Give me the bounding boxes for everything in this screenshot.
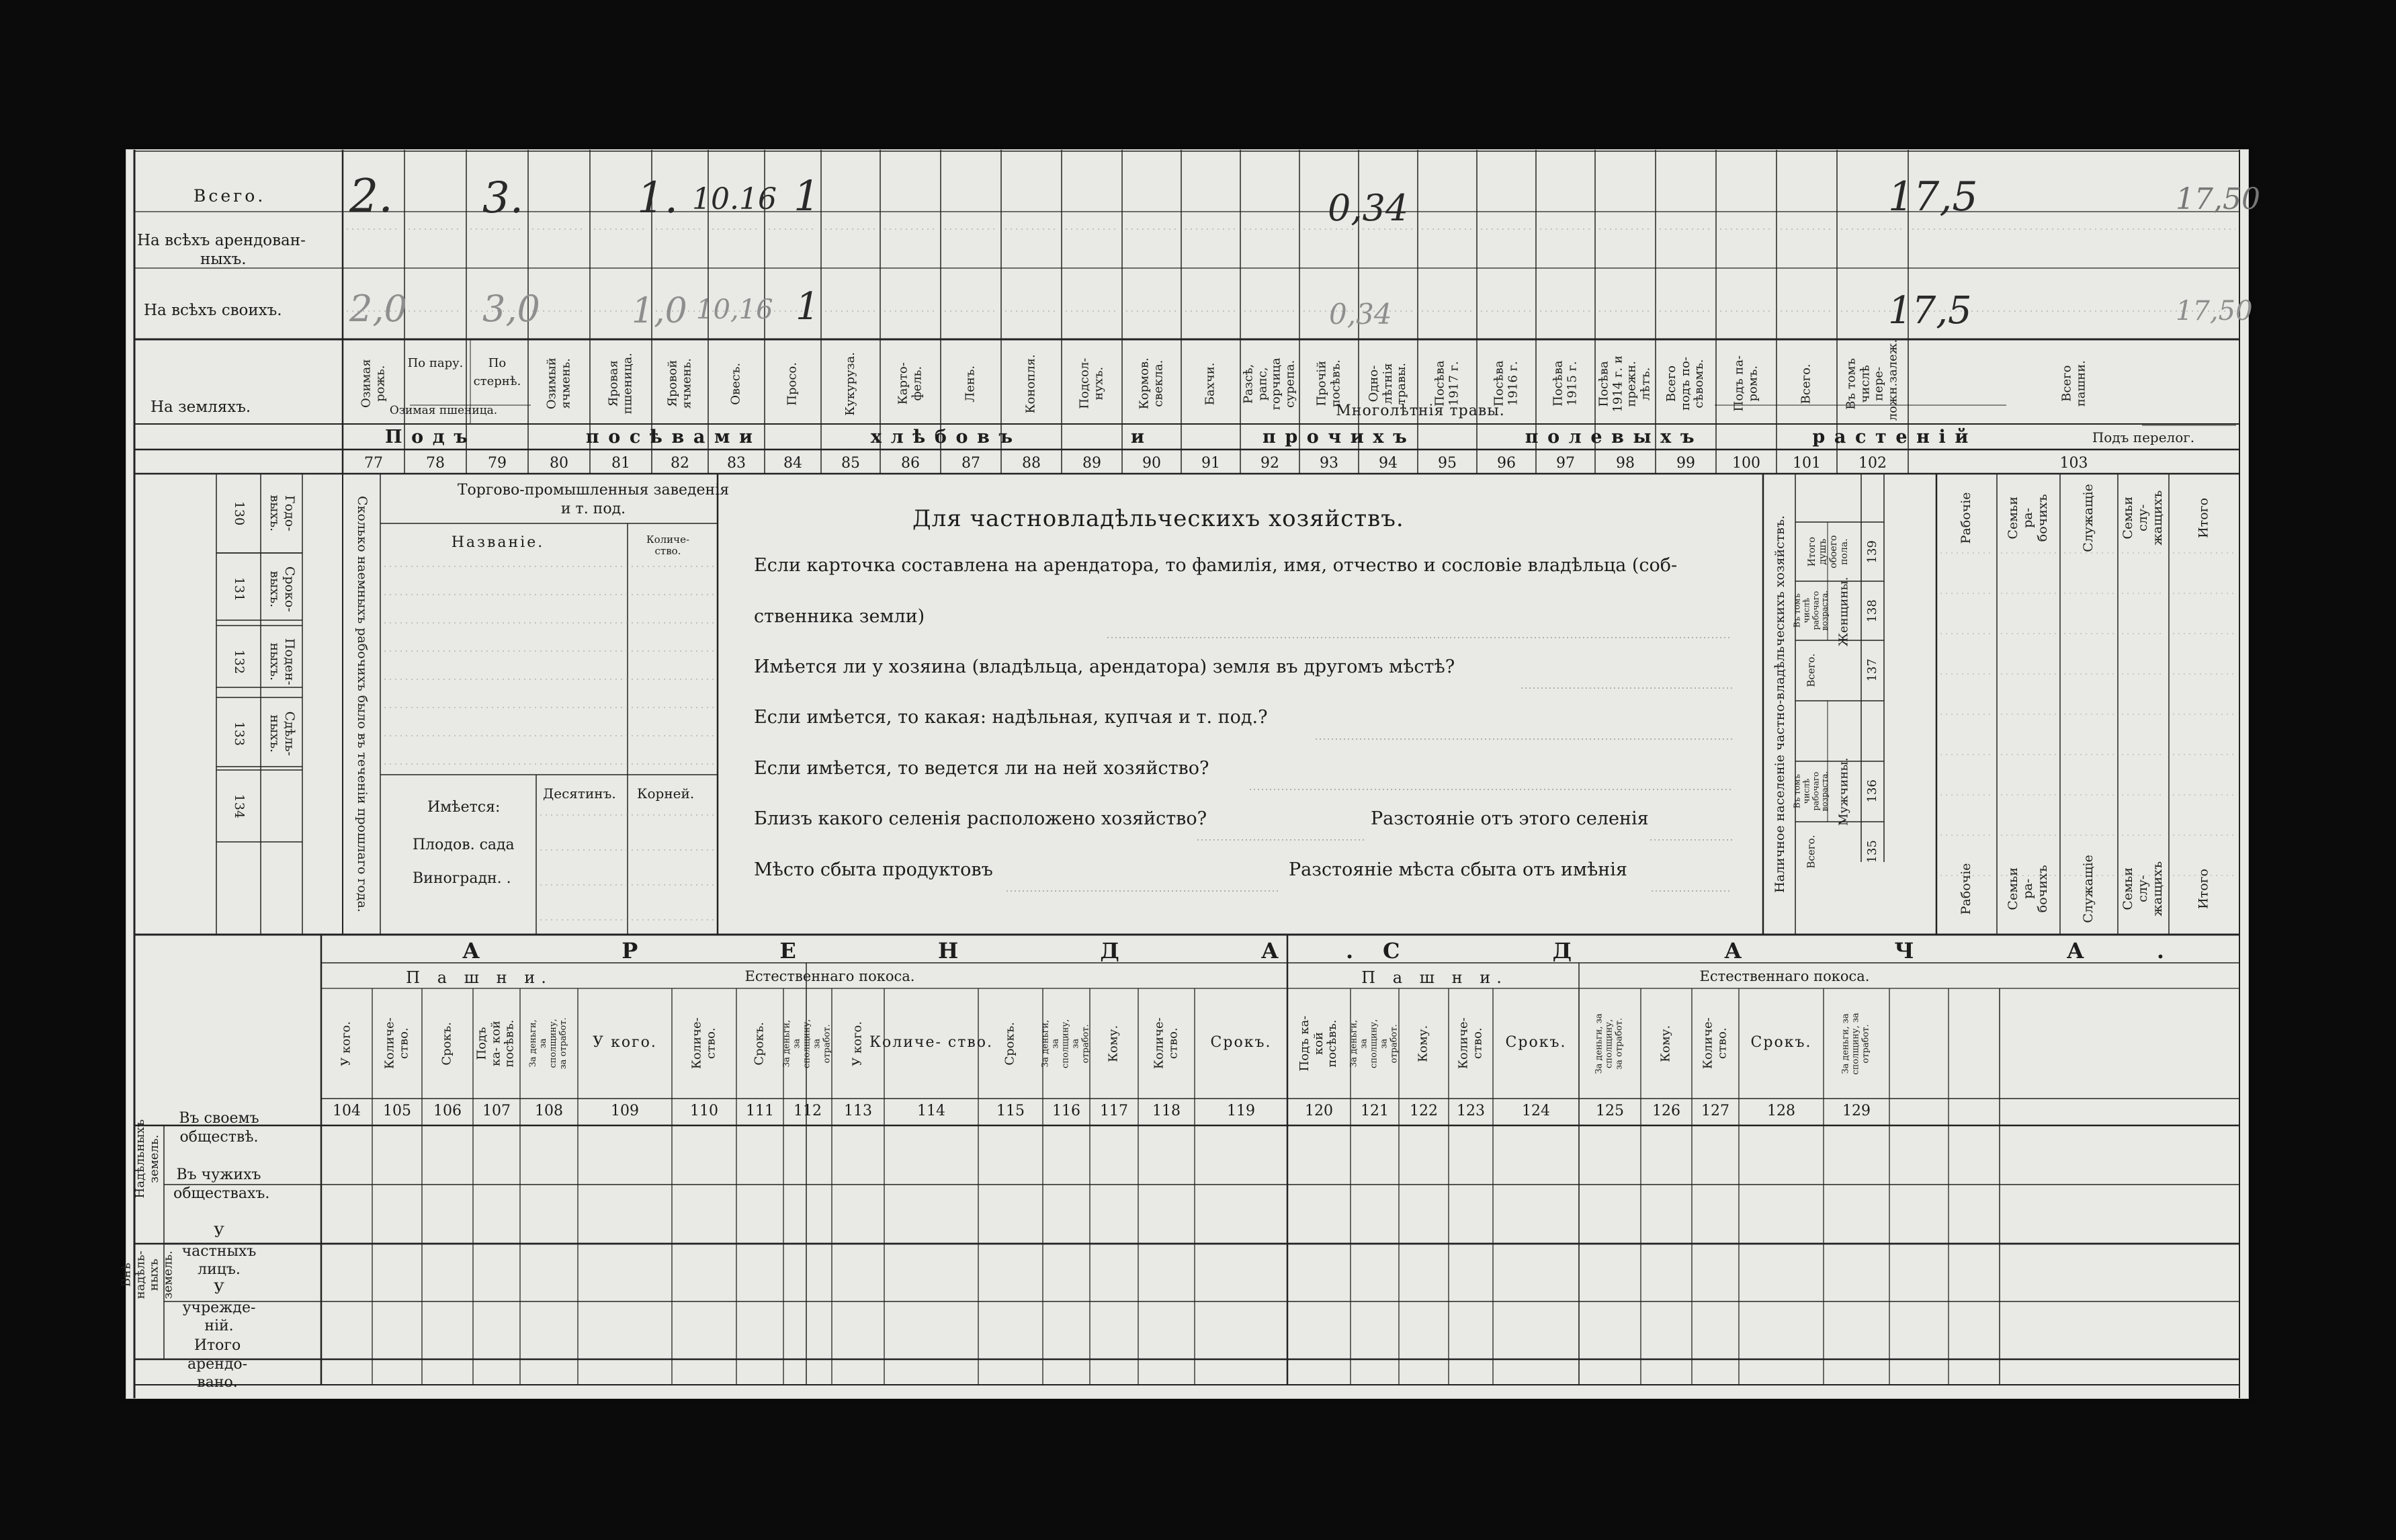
lease-col-label-114: Количе- ство.	[869, 1034, 994, 1051]
hired-num-130: 130	[231, 501, 247, 526]
lease-col-num-123: 123	[1457, 1103, 1485, 1119]
summary-bottom-0: Рабочiе	[1959, 863, 1974, 915]
row-uchrezhdeniy: У учрежде- нiй.	[182, 1281, 256, 1334]
hired-label-130: Годо- выхъ.	[267, 495, 297, 532]
pop-itogo: Итого душъ обоего пола.	[1806, 535, 1850, 568]
top-col-num-103: 103	[2059, 455, 2088, 472]
row-itogo: Итого арендо- вано.	[187, 1337, 248, 1391]
pop-num-138: 138	[1865, 599, 1879, 623]
sdacha-pashni: П а ш н и.	[1361, 968, 1508, 987]
lease-col-label-129: За деньги, за сполщину, за отработ.	[1840, 1012, 1871, 1075]
pop-muzh: Мужчины.	[1836, 757, 1851, 826]
lease-col-num-108: 108	[535, 1103, 563, 1119]
row-label-vsego: Всего.	[194, 186, 266, 206]
hw-svoikh-83: 1	[796, 285, 820, 329]
top-col-label-91: Бахчи.	[1203, 362, 1217, 405]
hired-num-133: 133	[231, 721, 247, 746]
pop-vtom-z: Въ томъ числѣ рабочаго возраста.	[1792, 591, 1830, 631]
top-col-num-90: 90	[1142, 455, 1161, 472]
imeetsya-label: Имѣется:	[427, 799, 501, 816]
summary-bottom-4: Итого	[2196, 869, 2211, 909]
question-6b: Разстоянiе мѣста сбыта отъ имѣнiя	[1289, 859, 1627, 880]
pop-num-136: 136	[1865, 779, 1879, 803]
lease-col-num-117: 117	[1100, 1103, 1128, 1119]
lease-col-label-110: Количе- ство.	[689, 1017, 718, 1070]
top-col-label-96: Посѣва 1916 г.	[1492, 360, 1520, 407]
lease-col-label-109: У кого.	[593, 1034, 657, 1051]
pop-num-137: 137	[1865, 658, 1879, 682]
top-col-num-78: 78	[426, 455, 445, 472]
top-col-num-100: 100	[1732, 455, 1760, 472]
summary-bottom-3: Семьи слу- жащихъ	[2121, 861, 2165, 916]
lease-col-label-123: Количе- ство.	[1456, 1017, 1484, 1070]
hw-vsego-99: 17,5	[1888, 173, 1978, 220]
sad-label: Плодов. сада	[413, 837, 515, 853]
top-col-label-80: Озимый ячмень.	[544, 357, 572, 410]
top-col-label-101: Всего.	[1799, 363, 1813, 404]
private-farms-title: Для частновладѣльческихъ хозяйствъ.	[912, 505, 1404, 532]
top-col-num-92: 92	[1260, 455, 1279, 472]
lease-col-num-125: 125	[1596, 1103, 1624, 1119]
question-5a: Близъ какого селенiя расположено хозяйство?	[754, 808, 1207, 829]
question-2: Имѣется ли у хозяина (владѣльца, арендатора) земля въ другомъ мѣстѣ?	[754, 656, 1455, 677]
lease-col-num-122: 122	[1410, 1103, 1438, 1119]
pop-vtom-m: Въ томъ числѣ рабочаго возраста.	[1792, 771, 1830, 812]
lease-col-label-105: Количе- ство.	[382, 1017, 411, 1070]
top-col-num-87: 87	[961, 455, 980, 472]
hired-label-132: Поден- ныхъ.	[267, 638, 297, 685]
top-col-num-93: 93	[1320, 455, 1338, 472]
lease-col-num-107: 107	[482, 1103, 511, 1119]
hired-label-131: Сроко- выхъ.	[267, 566, 297, 612]
hw-vsego-91: 0,34	[1328, 187, 1409, 229]
question-1a: Если карточка составлена на арендатора, то фамилiя, имя, отчество и сословiе владѣльца (соб-	[754, 555, 1678, 576]
pop-vsego-z: Всего.	[1805, 654, 1817, 687]
top-col-label-90: Кормов. свекла.	[1137, 357, 1165, 410]
hw-vsego-83: 1	[794, 171, 820, 220]
korney-label: Корней.	[637, 785, 695, 802]
top-col-num-94: 94	[1379, 455, 1398, 472]
lease-col-label-111: Срокъ.	[752, 1021, 767, 1066]
lease-col-num-120: 120	[1305, 1103, 1333, 1119]
lease-col-label-117: Кому.	[1106, 1025, 1121, 1062]
mnogoletnie-label: Многолѣтнiя травы.	[1336, 402, 1505, 419]
lease-col-label-116: За деньги, за сполщину, за отработ.	[1040, 1019, 1091, 1068]
hw-svoikh-103: 17,50	[2176, 296, 2253, 327]
lease-col-label-106: Срокъ.	[439, 1021, 454, 1066]
question-4: Если имѣется, то ведется ли на ней хозяйство?	[754, 758, 1209, 779]
hw-vsego-82: 10.16	[692, 182, 777, 216]
top-col-num-79: 79	[488, 455, 507, 472]
lease-col-label-113: У кого.	[850, 1021, 865, 1066]
top-col-label-85: Кукуруза.	[843, 351, 857, 416]
top-col-num-82: 82	[671, 455, 689, 472]
top-col-label-103: Всего пашни.	[2059, 360, 2088, 407]
lease-col-num-106: 106	[433, 1103, 462, 1119]
top-col-label-98: Посѣва 1914 г. и прежн. лѣтъ.	[1596, 355, 1653, 413]
sdacha-title: С Д А Ч А.	[1383, 938, 2237, 964]
trade-name-header: Названiе.	[451, 534, 545, 551]
census-card	[119, 149, 2260, 1399]
summary-top-1: Семьи ра- бочихъ	[2006, 494, 2050, 542]
hw-svoikh-82: 10,16	[696, 294, 773, 325]
top-col-num-84: 84	[783, 455, 802, 472]
summary-bottom-1: Семьи ра- бочихъ	[2006, 865, 2050, 913]
row-label-zemlyakh: На земляхъ.	[151, 398, 251, 416]
top-col-label-99: Всего подъ по- сѣвомъ.	[1664, 357, 1707, 411]
lease-col-num-127: 127	[1701, 1103, 1729, 1119]
top-col-num-99: 99	[1676, 455, 1695, 472]
top-col-label-84: Просо.	[785, 361, 800, 406]
top-col-label-89: Подсол- нухъ.	[1077, 357, 1105, 410]
row-label-arend-2: ныхъ.	[200, 251, 247, 268]
pop-vsego-m: Всего.	[1805, 835, 1817, 869]
arenda-title: А Р Е Н Д А.	[462, 938, 1421, 964]
lease-col-label-104: У кого.	[339, 1021, 353, 1066]
lease-col-label-107: Подъ ка- кой посѣвъ.	[474, 1019, 517, 1068]
top-col-label-88: Конопля.	[1023, 353, 1038, 414]
top-col-num-88: 88	[1022, 455, 1041, 472]
top-col-label-82: Яровой ячмень.	[665, 358, 693, 409]
top-col-label-102: Въ томъ числѣ пере- ложн.залеж.	[1844, 339, 1900, 421]
hired-title: Сколько наемныхъ рабочихъ было въ теченiи прошлаго года.	[354, 496, 370, 912]
question-5b: Разстоянiе отъ этого селенiя	[1371, 808, 1649, 829]
top-col-num-96: 96	[1497, 455, 1516, 472]
lease-col-num-128: 128	[1767, 1103, 1795, 1119]
lease-col-num-113: 113	[844, 1103, 872, 1119]
top-col-num-89: 89	[1082, 455, 1101, 472]
top-col-num-83: 83	[727, 455, 746, 472]
hw-vsego-77: 2.	[349, 170, 393, 223]
hw-vsego-103: 17,50	[2176, 182, 2260, 216]
lease-col-num-110: 110	[690, 1103, 718, 1119]
top-col-label-77: Озимая рожь.	[359, 359, 387, 409]
top-col-label-94: Одно- лѣтнiя травы.	[1366, 362, 1409, 405]
trade-title-1: Торгово-промышленныя заведенiя	[457, 482, 730, 499]
arenda-pokos-1: Естественнаго покоса.	[744, 968, 915, 984]
pop-num-135: 135	[1865, 839, 1879, 863]
trade-title-2: и т. под.	[560, 501, 626, 517]
top-col-label-81: Яровая пшеница.	[606, 353, 634, 415]
lease-col-label-124: Срокъ.	[1505, 1034, 1567, 1051]
top-col-label-86: Карто- фель.	[896, 362, 924, 405]
lease-col-num-116: 116	[1052, 1103, 1080, 1119]
hw-svoikh-79: 3,0	[482, 288, 540, 330]
hired-label-133: Сдѣль- ныхъ.	[267, 711, 297, 757]
hw-vsego-79: 3.	[482, 173, 524, 223]
hired-num-131: 131	[231, 576, 247, 602]
lease-col-num-118: 118	[1152, 1103, 1181, 1119]
population-title: Наличное населенiе частно-владѣльческихъ хозяйствъ.	[1772, 515, 1788, 893]
lease-col-num-114: 114	[917, 1103, 945, 1119]
lease-col-num-119: 119	[1227, 1103, 1255, 1119]
group-vne-nadel: Внѣ надѣль- ныхъ земель.	[119, 1250, 175, 1299]
summary-top-0: Рабочiе	[1959, 492, 1974, 544]
lease-col-num-111: 111	[746, 1103, 774, 1119]
ozimaya-pshenitsa-label: Озимая пшеница.	[389, 404, 498, 417]
top-col-label-97: Посѣва 1915 г.	[1551, 360, 1579, 407]
group-nadel: Надѣльныхъ земель.	[133, 1119, 161, 1199]
top-col-label-78: По пару.	[407, 356, 464, 370]
hw-vsego-81: 1.	[637, 173, 679, 223]
top-col-label-83: Овесъ.	[728, 362, 743, 405]
lease-col-label-125: За деньги, за сполщину, за отработ.	[1594, 1013, 1625, 1074]
top-col-label-79: По стернѣ.	[473, 356, 521, 388]
lease-col-num-115: 115	[996, 1103, 1025, 1119]
lease-col-label-126: Кому.	[1658, 1025, 1673, 1062]
row-label-arend-1: На всѣхъ арендован-	[137, 232, 306, 249]
question-3: Если имѣется, то какая: надѣльная, купчая и т. под.?	[754, 707, 1268, 728]
vinograd-label: Виноградн. .	[413, 870, 511, 887]
arenda-pashni: П а ш н и.	[406, 968, 552, 987]
top-col-num-80: 80	[550, 455, 568, 472]
top-col-num-85: 85	[841, 455, 860, 472]
pop-num-139: 139	[1865, 540, 1879, 564]
lease-col-label-112: За деньги, за сполщину, за отработ.	[781, 1019, 832, 1068]
lease-col-num-105: 105	[383, 1103, 411, 1119]
hw-svoikh-99: 17,5	[1888, 289, 1972, 333]
top-col-num-102: 102	[1858, 455, 1887, 472]
lease-col-num-126: 126	[1652, 1103, 1680, 1119]
hw-svoikh-77: 2,0	[349, 288, 407, 330]
top-col-num-81: 81	[611, 455, 630, 472]
top-col-label-87: Ленъ.	[963, 365, 978, 402]
pod-perelog-label: Подъ перелог.	[2092, 429, 2195, 445]
row-chuzhikh: Въ чужихъ обществахъ.	[173, 1166, 270, 1202]
top-col-num-97: 97	[1556, 455, 1575, 472]
desyatin-label: Десятинъ.	[543, 785, 616, 802]
hired-num-132: 132	[231, 649, 247, 674]
lease-col-label-127: Количе- ство.	[1701, 1017, 1729, 1070]
row-label-svoikh: На всѣхъ своихъ.	[144, 302, 282, 319]
lease-col-num-112: 112	[794, 1103, 822, 1119]
hw-svoikh-81: 1,0	[632, 291, 687, 331]
hired-num-134: 134	[231, 794, 247, 818]
summary-top-3: Семьи слу- жащихъ	[2121, 490, 2165, 546]
lease-col-num-129: 129	[1842, 1103, 1871, 1119]
top-col-num-95: 95	[1438, 455, 1457, 472]
question-6a: Мѣсто сбыта продуктовъ	[754, 859, 993, 880]
lease-col-num-104: 104	[333, 1103, 361, 1119]
row-svoem: Въ своемъ обществѣ.	[179, 1110, 259, 1146]
top-col-num-101: 101	[1793, 455, 1821, 472]
lease-col-label-108: За деньги, за сполщину, за отработ.	[528, 1017, 568, 1070]
top-col-num-77: 77	[364, 455, 383, 472]
trade-qty-header: Количе- ство.	[646, 533, 690, 557]
lease-col-num-121: 121	[1361, 1103, 1389, 1119]
top-col-num-91: 91	[1201, 455, 1220, 472]
top-col-label-95: Посѣва 1917 г.	[1432, 360, 1461, 407]
lease-col-num-124: 124	[1522, 1103, 1550, 1119]
lease-col-label-120: Подъ ка- кой посѣвъ.	[1297, 1015, 1340, 1072]
pop-zhen: Женщины.	[1836, 576, 1851, 646]
hw-svoikh-91: 0,34	[1329, 298, 1392, 331]
top-col-num-98: 98	[1616, 455, 1635, 472]
lease-col-label-119: Срокъ.	[1210, 1034, 1272, 1051]
row-chastnykh: У частныхъ лицъ.	[181, 1224, 257, 1278]
top-col-label-93: Прочiй посѣвъ.	[1314, 359, 1342, 408]
lease-col-label-118: Количе- ство.	[1152, 1017, 1180, 1070]
lease-col-label-128: Срокъ.	[1750, 1034, 1812, 1051]
summary-top-4: Итого	[2196, 498, 2211, 538]
top-col-label-100: Подъ па- ромъ.	[1731, 355, 1760, 412]
top-col-num-86: 86	[901, 455, 920, 472]
lease-col-label-115: Срокъ.	[1002, 1021, 1017, 1066]
top-col-label-92: Разсѣ, рапс, горчица сурепа.	[1241, 357, 1297, 410]
summary-bottom-2: Служащiе	[2081, 855, 2096, 923]
lease-col-label-122: Кому.	[1416, 1025, 1430, 1062]
lease-col-num-109: 109	[611, 1103, 639, 1119]
summary-top-2: Служащiе	[2081, 484, 2096, 552]
section-title: Подъ посѣвами хлѣбовъ и прочихъ полевыхъ растеній	[385, 427, 1977, 447]
question-1b: ственника земли)	[754, 606, 925, 627]
sdacha-pokos-1: Естественнаго покоса.	[1699, 968, 1870, 984]
lease-col-label-121: За деньги, за сполщину, за отработ.	[1349, 1019, 1400, 1068]
